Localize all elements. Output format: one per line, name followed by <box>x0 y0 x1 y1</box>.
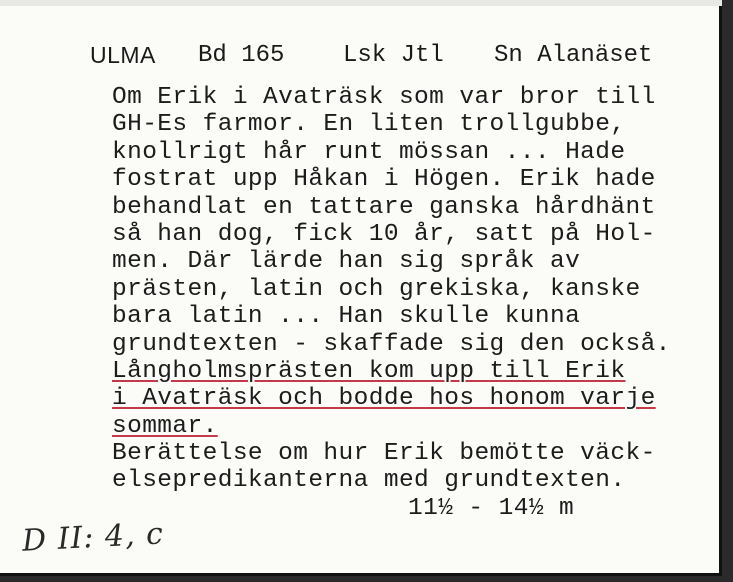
card-body-text <box>112 84 722 522</box>
text-line: bara latin ... Han skulle kunna <box>112 303 581 331</box>
text-line: Berättelse om hur Erik bemötte väck- <box>112 440 656 468</box>
text-line: knollrigt hår runt mössan ... Hade <box>112 138 626 166</box>
volume-number: Bd 165 <box>198 42 285 69</box>
text-line: prästen, latin och grekiska, kanske <box>112 275 641 303</box>
underlined-text-line: sommar. <box>112 412 218 440</box>
parish-name: Sn Alanäset <box>494 42 653 69</box>
text-line: fostrat upp Håkan i Högen. Erik hade <box>112 166 656 194</box>
area-code: Lsk Jtl <box>343 42 444 69</box>
text-line: behandlat en tattare ganska hårdhänt <box>112 193 656 221</box>
underlined-text-line: i Avaträsk och bodde hos honom varje <box>112 385 656 413</box>
card-top-edge <box>0 0 722 6</box>
text-line: men. Där lärde han sig språk av <box>112 248 581 276</box>
text-line: GH-Es farmor. En liten trollgubbe, <box>112 111 626 139</box>
archive-code: ULMA <box>90 42 156 68</box>
underlined-text-line: Långholmsprästen kom upp till Erik <box>112 357 626 385</box>
text-line: så han dog, fick 10 år, satt på Hol- <box>112 220 656 248</box>
text-line: elsepredikanterna med grundtexten. <box>112 467 626 495</box>
text-line: grundtexten - skaffade sig den också. <box>112 330 671 358</box>
measure-range: 11½ - 14½ m <box>408 494 575 522</box>
text-line: Om Erik i Avaträsk som var bror till <box>112 84 656 111</box>
handwritten-signum: D II: 4, c <box>21 516 165 559</box>
